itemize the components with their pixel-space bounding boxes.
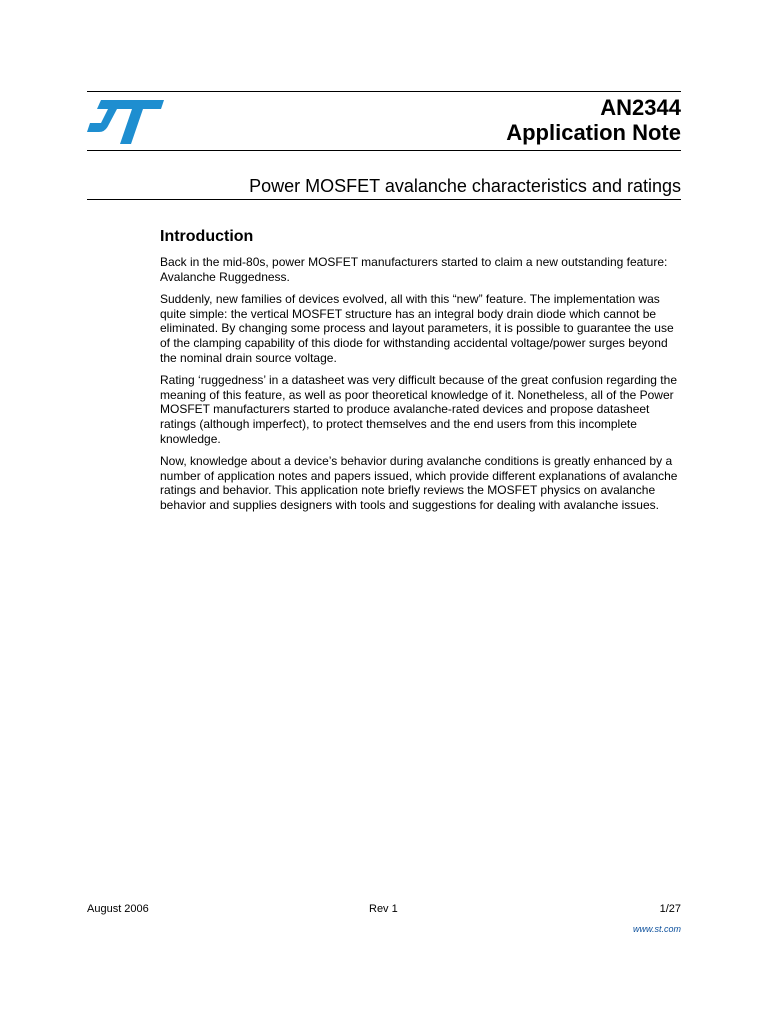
document-title: Power MOSFET avalanche characteristics and ratings <box>249 176 681 196</box>
header-bottom-rule <box>87 199 681 200</box>
footer-date: August 2006 <box>87 903 149 915</box>
footer-website-link[interactable]: www.st.com <box>632 924 681 934</box>
paragraph: Suddenly, new families of devices evolved, all with this “new” feature. The implementation was quite simple: the vertical MOSFET structure has an integral body drain diode which cannot be eliminated. By changing some process and layout parameters, it is possible to guarantee the use of the clamping capability of this diode for withstanding accidental voltage/power surges beyond the nominal drain source voltage. <box>160 292 674 365</box>
footer-revision: Rev 1 <box>369 903 398 915</box>
paragraph: Rating ‘ruggedness’ in a datasheet was very difficult because of the great confusion regarding the meaning of this feature, as well as poor theoretical knowledge of it. Nonetheless, all of the Power MOSFET manufacturers started to produce avalanche-rated devices and propose datasheet ratings (although imperfect), to protect themselves and the end users from this incomplete knowledge. <box>160 373 677 446</box>
paragraph: Now, knowledge about a device’s behavior during avalanche conditions is greatly enhanced by a number of application notes and papers issued, which provide different explanations of avalanche ratings and behavior. This application note briefly reviews the MOSFET physics on avalanche behavior and supplies designers with tools and suggestions for dealing with avalanche issues. <box>160 454 678 512</box>
introduction-section <box>160 227 682 521</box>
header-top-rule <box>87 91 681 92</box>
footer-page-number: 1/27 <box>659 903 681 915</box>
header-middle-rule <box>87 150 681 151</box>
section-heading: Introduction <box>160 228 254 245</box>
paragraph: Back in the mid-80s, power MOSFET manufacturers started to claim a new outstanding feature: Avalanche Ruggedness. <box>160 255 668 284</box>
document-number: AN2344 <box>600 95 681 120</box>
document-type: Application Note <box>506 120 681 145</box>
st-logo-icon <box>87 99 165 145</box>
